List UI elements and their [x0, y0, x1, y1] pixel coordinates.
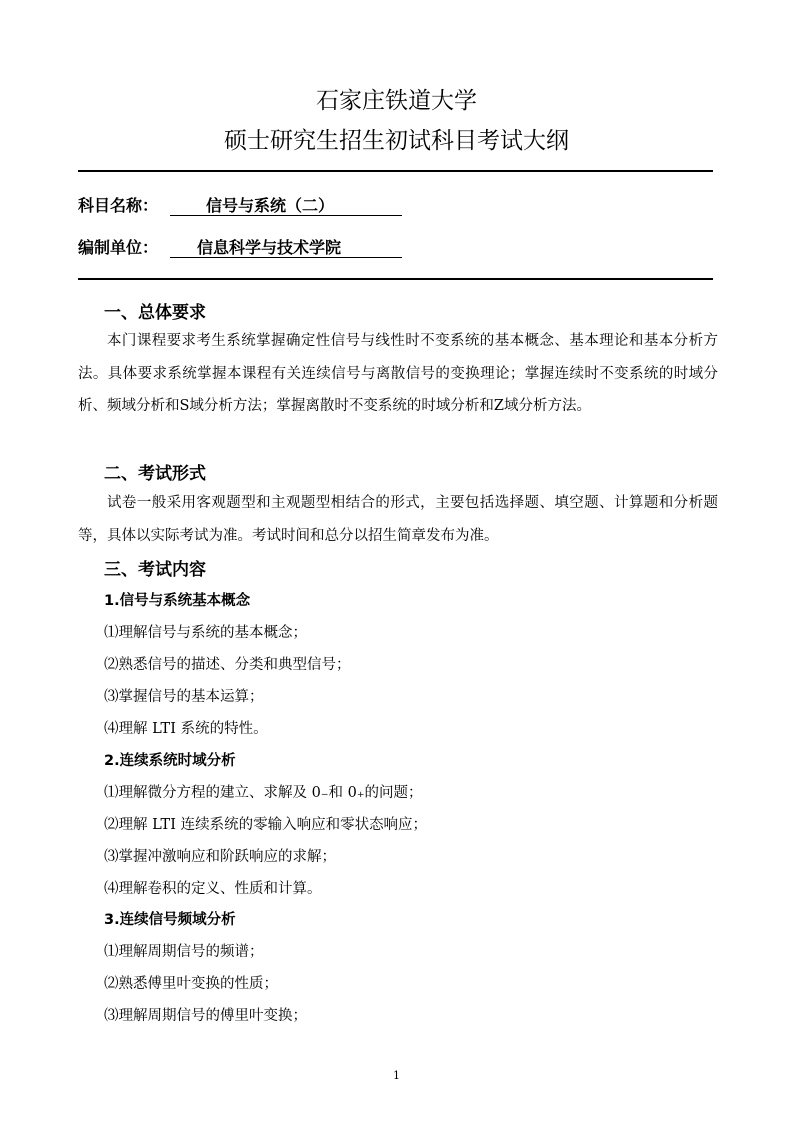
topic-item: ⑴理解信号与系统的基本概念；: [104, 625, 307, 641]
topic-title: 3.连续信号频域分析: [104, 912, 236, 928]
topic-item: ⑵熟悉傅里叶变换的性质；: [104, 976, 278, 992]
topic-item: ⑷理解 LTI 系统的特性。: [104, 721, 268, 737]
topic-item: ⑴理解周期信号的频谱；: [104, 944, 264, 960]
unit-underline: [170, 235, 402, 258]
section-heading-general: 一、总体要求: [104, 303, 206, 323]
topic-title: 1.信号与系统基本概念: [104, 593, 251, 609]
section-heading-content: 三、考试内容: [104, 560, 206, 580]
topic-item: ⑴理解微分方程的建立、求解及 0₋和 0₊的问题；: [104, 785, 423, 801]
topic-title: 2.连续系统时域分析: [104, 753, 236, 769]
subject-label: 科目名称：: [78, 196, 159, 215]
section-body-general: 本门课程要求考生系统掌握确定性信号与线性时不变系统的基本概念、基本理论和基本分析方法。具体要求系统掌握本课程有关连续信号与离散信号的变换理论；掌握连续时不变系统的时域分析、频域分析和S域分析方法；掌握离散时不变系统的时域分析和Z域分析方法。: [78, 333, 718, 414]
header-divider: [78, 170, 713, 172]
document-title: 硕士研究生招生初试科目考试大纲: [224, 128, 569, 154]
unit-value: 信息科学与技术学院: [197, 238, 342, 257]
topic-item: ⑵理解 LTI 连续系统的零输入响应和零状态响应；: [104, 817, 428, 833]
topic-item: ⑷理解卷积的定义、性质和计算。: [104, 881, 322, 897]
university-name: 石家庄铁道大学: [316, 88, 477, 114]
topic-item: ⑶掌握信号的基本运算；: [104, 689, 264, 705]
section-body-format: 试卷一般采用客观题型和主观题型相结合的形式，主要包括选择题、填空题、计算题和分析题等，具体以实际考试为准。考试时间和总分以招生简章发布为准。: [78, 495, 718, 544]
topic-item: ⑵熟悉信号的描述、分类和典型信号；: [104, 657, 351, 673]
subject-underline: [170, 193, 402, 216]
topic-item: ⑶掌握冲激响应和阶跃响应的求解；: [104, 849, 336, 865]
page-number: 1: [393, 1069, 400, 1082]
meta-divider: [78, 278, 713, 280]
subject-value: 信号与系统（二）: [206, 196, 335, 215]
topic-item: ⑶理解周期信号的傅里叶变换；: [104, 1008, 307, 1024]
unit-label: 编制单位：: [78, 238, 159, 257]
section-heading-format: 二、考试形式: [104, 464, 206, 484]
